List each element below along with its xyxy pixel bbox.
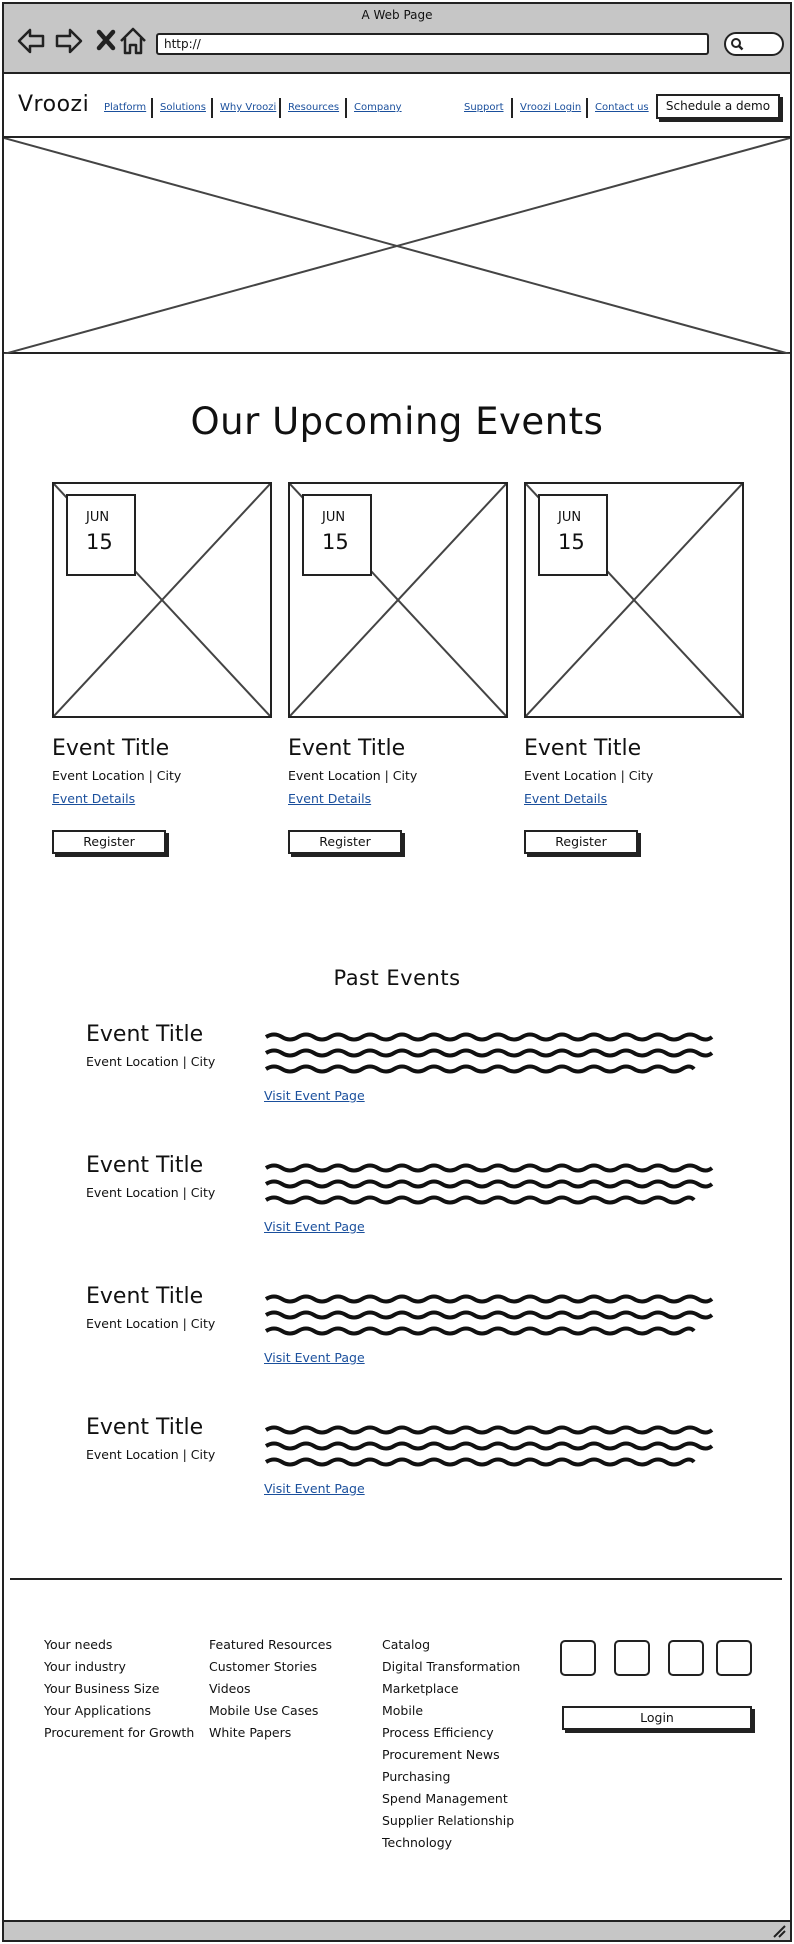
footer-link[interactable]: Videos — [209, 1681, 251, 1696]
nav-resources[interactable]: Resources — [288, 102, 340, 113]
footer-link[interactable]: Customer Stories — [209, 1659, 317, 1674]
nav-divider — [211, 98, 213, 118]
placeholder-text-scribble — [264, 1292, 716, 1338]
schedule-demo-button[interactable]: Schedule a demo — [656, 94, 780, 119]
footer-column-topics — [382, 1634, 520, 1854]
past-event-row — [4, 1022, 790, 1132]
logo[interactable]: Vroozi — [18, 92, 90, 117]
date-month: JUN — [558, 510, 582, 525]
search-icon — [730, 37, 744, 51]
footer-link[interactable]: Technology — [382, 1835, 453, 1850]
past-event-location: Event Location | City — [86, 1054, 216, 1069]
register-button[interactable]: Register — [288, 830, 402, 854]
nav-divider — [511, 98, 513, 118]
browser-status-bar — [4, 1920, 790, 1940]
footer-link[interactable]: Purchasing — [382, 1769, 451, 1784]
date-badge — [538, 494, 608, 576]
nav-divider — [151, 98, 153, 118]
footer-link[interactable]: Procurement News — [382, 1747, 500, 1762]
event-image-placeholder — [524, 482, 744, 718]
image-placeholder-icon — [4, 138, 790, 354]
resize-grip-icon[interactable] — [772, 1924, 786, 1938]
nav-vroozi-login[interactable]: Vroozi Login — [520, 102, 582, 113]
date-day: 15 — [558, 530, 585, 554]
footer-link[interactable]: Procurement for Growth — [44, 1725, 195, 1740]
event-details-link[interactable]: Event Details — [524, 791, 608, 806]
event-card — [52, 482, 272, 872]
visit-event-page-link[interactable]: Visit Event Page — [264, 1088, 365, 1103]
nav-contact-us[interactable]: Contact us — [595, 102, 649, 113]
past-event-title: Event Title — [86, 1415, 204, 1440]
footer-link[interactable]: Mobile — [382, 1703, 424, 1718]
social-icon[interactable] — [668, 1640, 704, 1676]
footer-link[interactable]: Digital Transformation — [382, 1659, 521, 1674]
date-day: 15 — [322, 530, 349, 554]
event-details-link[interactable]: Event Details — [288, 791, 372, 806]
footer-link[interactable]: Your needs — [44, 1637, 113, 1652]
footer-link[interactable]: Mobile Use Cases — [209, 1703, 319, 1718]
date-month: JUN — [322, 510, 346, 525]
footer-link[interactable]: Spend Management — [382, 1791, 508, 1806]
register-button[interactable]: Register — [52, 830, 166, 854]
event-location: Event Location | City — [524, 768, 654, 783]
site-header — [4, 74, 790, 138]
login-button[interactable]: Login — [562, 1706, 752, 1730]
past-event-location: Event Location | City — [86, 1316, 216, 1331]
nav-divider — [586, 98, 588, 118]
event-details-link[interactable]: Event Details — [52, 791, 136, 806]
past-event-row — [4, 1415, 790, 1525]
footer-column-solutions — [44, 1634, 194, 1744]
footer-link[interactable]: Featured Resources — [209, 1637, 332, 1652]
footer-link[interactable]: Marketplace — [382, 1681, 459, 1696]
register-button[interactable]: Register — [524, 830, 638, 854]
placeholder-text-scribble — [264, 1161, 716, 1207]
event-card — [524, 482, 744, 872]
event-image-placeholder — [52, 482, 272, 718]
back-icon[interactable] — [16, 26, 46, 56]
url-input[interactable]: http:// — [156, 33, 709, 55]
hero-image-placeholder — [4, 138, 790, 354]
nav-divider — [345, 98, 347, 118]
event-card — [288, 482, 508, 872]
past-event-location: Event Location | City — [86, 1185, 216, 1200]
date-badge — [66, 494, 136, 576]
event-title: Event Title — [524, 736, 642, 761]
past-event-title: Event Title — [86, 1022, 204, 1047]
past-event-title: Event Title — [86, 1153, 204, 1178]
event-image-placeholder — [288, 482, 508, 718]
date-badge — [302, 494, 372, 576]
social-icon[interactable] — [560, 1640, 596, 1676]
footer-link[interactable]: Your Applications — [44, 1703, 152, 1718]
past-event-row — [4, 1153, 790, 1263]
footer-link[interactable]: Supplier Relationship — [382, 1813, 515, 1828]
footer-link[interactable]: Your Business Size — [44, 1681, 160, 1696]
footer-column-resources — [209, 1634, 332, 1744]
footer-link[interactable]: White Papers — [209, 1725, 292, 1740]
nav-platform[interactable]: Platform — [104, 102, 147, 113]
footer-link[interactable]: Your industry — [44, 1659, 126, 1674]
placeholder-text-scribble — [264, 1423, 716, 1469]
nav-solutions[interactable]: Solutions — [160, 102, 206, 113]
past-events-title: Past Events — [333, 966, 461, 990]
nav-divider — [279, 98, 281, 118]
past-event-row — [4, 1284, 790, 1394]
footer-link[interactable]: Process Efficiency — [382, 1725, 494, 1740]
nav-why-vroozi[interactable]: Why Vroozi — [220, 102, 277, 113]
date-day: 15 — [86, 530, 113, 554]
visit-event-page-link[interactable]: Visit Event Page — [264, 1350, 365, 1365]
footer-link[interactable]: Catalog — [382, 1637, 431, 1652]
event-location: Event Location | City — [52, 768, 182, 783]
forward-icon[interactable] — [54, 26, 84, 56]
window-title: A Web Page — [361, 8, 433, 22]
past-event-title: Event Title — [86, 1284, 204, 1309]
home-icon[interactable] — [118, 26, 148, 56]
past-event-location: Event Location | City — [86, 1447, 216, 1462]
browser-search-input[interactable] — [724, 32, 784, 56]
nav-company[interactable]: Company — [354, 102, 402, 113]
browser-titlebar — [4, 4, 790, 74]
date-month: JUN — [86, 510, 110, 525]
upcoming-events-title: Our Upcoming Events — [190, 400, 604, 443]
social-icon[interactable] — [716, 1640, 752, 1676]
footer-divider — [10, 1578, 782, 1580]
event-location: Event Location | City — [288, 768, 418, 783]
event-title: Event Title — [52, 736, 170, 761]
visit-event-page-link[interactable]: Visit Event Page — [264, 1219, 365, 1234]
visit-event-page-link[interactable]: Visit Event Page — [264, 1481, 365, 1496]
nav-support[interactable]: Support — [464, 102, 504, 113]
social-icon[interactable] — [614, 1640, 650, 1676]
placeholder-text-scribble — [264, 1030, 716, 1076]
browser-window — [2, 2, 792, 1942]
event-title: Event Title — [288, 736, 406, 761]
